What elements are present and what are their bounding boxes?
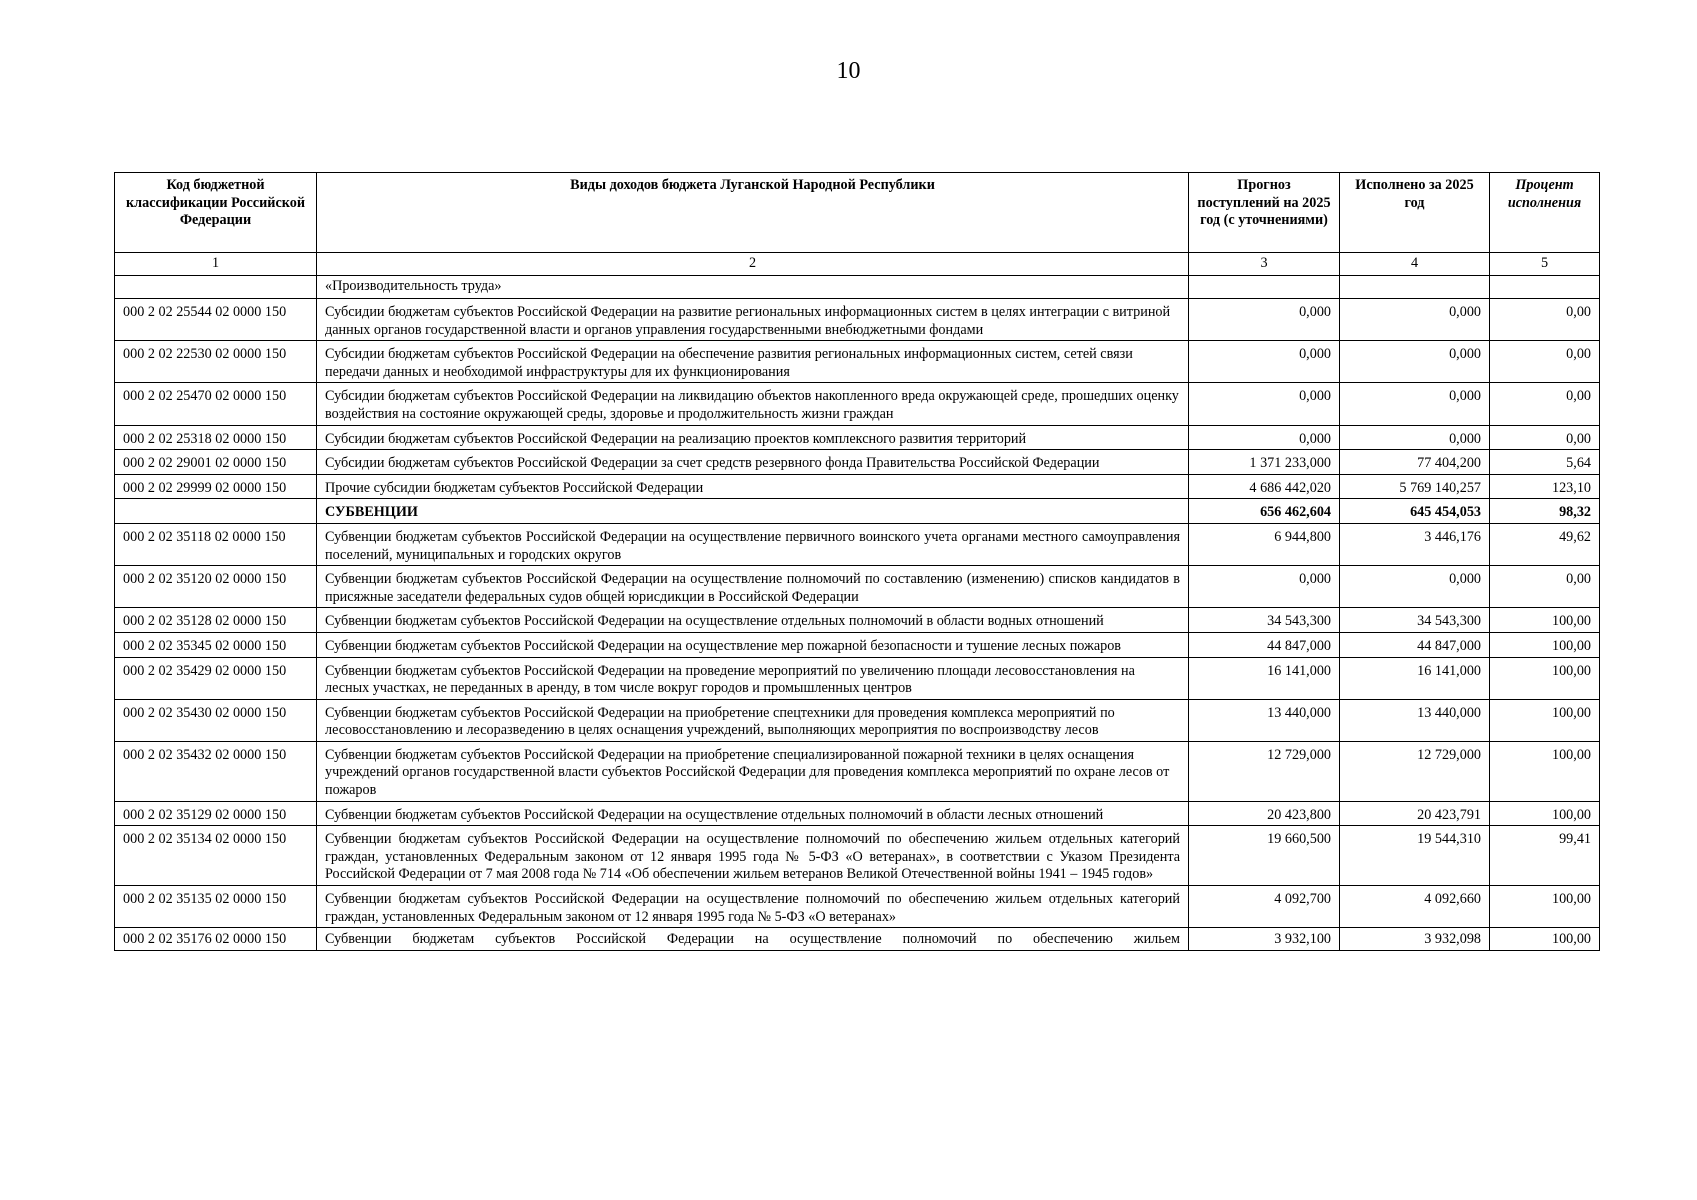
forecast-cell: 19 660,500 (1189, 826, 1340, 886)
percent-cell: 0,00 (1490, 383, 1600, 425)
executed-cell: 0,000 (1340, 566, 1490, 608)
table-row (115, 741, 1600, 801)
forecast-cell (1189, 276, 1340, 299)
table-row (115, 341, 1600, 383)
table-row (115, 383, 1600, 425)
executed-cell: 0,000 (1340, 299, 1490, 341)
revenue-name-cell: Субвенции бюджетам субъектов Российской Федерации на осуществление первичного воинского учета органами местного самоуправления поселений, муниципальных и городских округов (317, 523, 1189, 565)
percent-cell: 100,00 (1490, 741, 1600, 801)
revenue-name-cell: «Производительность труда» (317, 276, 1189, 299)
revenue-name-cell: Субсидии бюджетам субъектов Российской Федерации на ликвидацию объектов накопленного вреда окружающей среде, прошедших оценку воздействия на состояние окружающей среды, здоровье и продолжительность жизни граждан (317, 383, 1189, 425)
executed-cell: 77 404,200 (1340, 450, 1490, 475)
revenue-name-cell: Прочие субсидии бюджетам субъектов Российской Федерации (317, 474, 1189, 499)
page-number: 10 (836, 58, 861, 84)
percent-cell: 99,41 (1490, 826, 1600, 886)
percent-cell: 98,32 (1490, 499, 1600, 524)
table-row (115, 474, 1600, 499)
revenue-name-cell: Субсидии бюджетам субъектов Российской Федерации на обеспечение развития региональных информационных систем, сетей связи передачи данных и необходимой инфраструктуры для их функционирования (317, 341, 1189, 383)
executed-cell: 5 769 140,257 (1340, 474, 1490, 499)
percent-cell: 100,00 (1490, 657, 1600, 699)
column-number: 5 (1490, 253, 1600, 276)
table-row (115, 499, 1600, 524)
forecast-cell: 16 141,000 (1189, 657, 1340, 699)
budget-code-cell: 000 2 02 25544 02 0000 150 (115, 299, 317, 341)
revenue-name-cell: Субвенции бюджетам субъектов Российской Федерации на приобретение специализированной пожарной техники в целях оснащения учреждений органов государственной власти субъектов Российской Федерации для проведения комплекса мероприятий по охране лесов от пожаров (317, 741, 1189, 801)
budget-code-cell (115, 276, 317, 299)
percent-cell: 100,00 (1490, 801, 1600, 826)
column-number-row (115, 253, 1600, 276)
percent-cell: 5,64 (1490, 450, 1600, 475)
executed-cell: 4 092,660 (1340, 886, 1490, 928)
percent-cell: 123,10 (1490, 474, 1600, 499)
header-percent: Процент исполнения (1490, 173, 1600, 253)
header-executed: Исполнено за 2025 год (1340, 173, 1490, 253)
revenue-name-cell: Субвенции бюджетам субъектов Российской Федерации на осуществление мер пожарной безопасности и тушение лесных пожаров (317, 632, 1189, 657)
header-forecast: Прогноз поступлений на 2025 год (с уточнениями) (1189, 173, 1340, 253)
revenue-name-cell: Субвенции бюджетам субъектов Российской Федерации на осуществление полномочий по составлению (изменению) списков кандидатов в присяжные заседатели федеральных судов общей юрисдикции в Российской Федерации (317, 566, 1189, 608)
revenue-name-cell: Субсидии бюджетам субъектов Российской Федерации на развитие региональных информационных систем в целях интеграции с витриной данных органов государственной власти и органов управления государственными внебюджетными фондами (317, 299, 1189, 341)
budget-code-cell: 000 2 02 35429 02 0000 150 (115, 657, 317, 699)
budget-code-cell: 000 2 02 22530 02 0000 150 (115, 341, 317, 383)
forecast-cell: 0,000 (1189, 341, 1340, 383)
forecast-cell: 20 423,800 (1189, 801, 1340, 826)
clipped-cell-text: 3 932,100 (1274, 931, 1331, 948)
percent-cell: 0,00 (1490, 425, 1600, 450)
budget-code-cell (115, 928, 317, 951)
clipped-cell-text: 000 2 02 35176 02 0000 150 (123, 931, 287, 948)
column-number: 1 (115, 253, 317, 276)
forecast-cell: 656 462,604 (1189, 499, 1340, 524)
column-number: 4 (1340, 253, 1490, 276)
table-row (115, 608, 1600, 633)
forecast-cell: 0,000 (1189, 383, 1340, 425)
table-row (115, 450, 1600, 475)
table-row (115, 928, 1600, 951)
executed-cell: 44 847,000 (1340, 632, 1490, 657)
table-row (115, 566, 1600, 608)
revenue-name-cell: Субвенции бюджетам субъектов Российской Федерации на осуществление отдельных полномочий в области лесных отношений (317, 801, 1189, 826)
forecast-cell: 0,000 (1189, 299, 1340, 341)
executed-cell: 12 729,000 (1340, 741, 1490, 801)
budget-code-cell: 000 2 02 35120 02 0000 150 (115, 566, 317, 608)
revenue-name-cell: Субвенции бюджетам субъектов Российской Федерации на осуществление полномочий по обеспечению жильем отдельных категорий граждан, установленных Федеральным законом от 12 января 1995 года № 5-ФЗ «О ветеранах» (317, 886, 1189, 928)
revenue-name-cell (317, 928, 1189, 951)
percent-cell: 0,00 (1490, 566, 1600, 608)
executed-cell: 16 141,000 (1340, 657, 1490, 699)
percent-cell: 100,00 (1490, 608, 1600, 633)
budget-code-cell: 000 2 02 35129 02 0000 150 (115, 801, 317, 826)
table-row (115, 523, 1600, 565)
budget-code-cell: 000 2 02 35430 02 0000 150 (115, 699, 317, 741)
forecast-cell: 0,000 (1189, 425, 1340, 450)
executed-cell (1340, 928, 1490, 951)
executed-cell: 13 440,000 (1340, 699, 1490, 741)
header-revenue-type: Виды доходов бюджета Луганской Народной Республики (317, 173, 1189, 253)
column-number: 3 (1189, 253, 1340, 276)
budget-code-cell: 000 2 02 35134 02 0000 150 (115, 826, 317, 886)
forecast-cell: 4 092,700 (1189, 886, 1340, 928)
percent-cell: 0,00 (1490, 299, 1600, 341)
revenue-name-cell: Субвенции бюджетам субъектов Российской Федерации на приобретение спецтехники для проведения комплекса мероприятий по лесовосстановлению и лесоразведению в целях оснащения учреждений, выполняющих мероприятия по воспроизводству лесов (317, 699, 1189, 741)
revenue-name-cell: Субсидии бюджетам субъектов Российской Федерации на реализацию проектов комплексного развития территорий (317, 425, 1189, 450)
percent-cell: 100,00 (1490, 632, 1600, 657)
budget-code-cell: 000 2 02 35135 02 0000 150 (115, 886, 317, 928)
budget-code-cell: 000 2 02 25318 02 0000 150 (115, 425, 317, 450)
executed-cell: 0,000 (1340, 425, 1490, 450)
revenue-name-cell: Субсидии бюджетам субъектов Российской Федерации за счет средств резервного фонда Правительства Российской Федерации (317, 450, 1189, 475)
table-row (115, 801, 1600, 826)
budget-code-cell (115, 499, 317, 524)
forecast-cell: 34 543,300 (1189, 608, 1340, 633)
budget-code-cell: 000 2 02 35345 02 0000 150 (115, 632, 317, 657)
percent-cell: 100,00 (1490, 886, 1600, 928)
budget-code-cell: 000 2 02 25470 02 0000 150 (115, 383, 317, 425)
percent-cell (1490, 928, 1600, 951)
budget-code-cell: 000 2 02 29999 02 0000 150 (115, 474, 317, 499)
column-number: 2 (317, 253, 1189, 276)
revenue-name-cell: СУБВЕНЦИИ (317, 499, 1189, 524)
clipped-cell-text: 3 932,098 (1424, 931, 1481, 948)
table-row (115, 699, 1600, 741)
forecast-cell: 44 847,000 (1189, 632, 1340, 657)
budget-revenue-table (114, 172, 1600, 951)
budget-code-cell: 000 2 02 29001 02 0000 150 (115, 450, 317, 475)
forecast-cell: 4 686 442,020 (1189, 474, 1340, 499)
table-row (115, 425, 1600, 450)
budget-code-cell: 000 2 02 35118 02 0000 150 (115, 523, 317, 565)
table-row (115, 632, 1600, 657)
table-row (115, 886, 1600, 928)
forecast-cell: 0,000 (1189, 566, 1340, 608)
table-header-row (115, 173, 1600, 253)
clipped-cell-text: 100,00 (1551, 931, 1591, 948)
executed-cell: 19 544,310 (1340, 826, 1490, 886)
forecast-cell: 1 371 233,000 (1189, 450, 1340, 475)
executed-cell: 0,000 (1340, 383, 1490, 425)
revenue-name-cell: Субвенции бюджетам субъектов Российской Федерации на осуществление отдельных полномочий в области водных отношений (317, 608, 1189, 633)
executed-cell (1340, 276, 1490, 299)
percent-cell: 49,62 (1490, 523, 1600, 565)
forecast-cell: 13 440,000 (1189, 699, 1340, 741)
table-body (115, 276, 1600, 951)
revenue-name-cell: Субвенции бюджетам субъектов Российской Федерации на осуществление полномочий по обеспечению жильем отдельных категорий граждан, установленных Федеральным законом от 12 января 1995 года № 5-ФЗ «О ветеранах», в соответствии с Указом Президента Российской Федерации от 7 мая 2008 года № 714 «Об обеспечении жильем ветеранов Великой Отечественной войны 1941 – 1945 годов» (317, 826, 1189, 886)
executed-cell: 0,000 (1340, 341, 1490, 383)
continued-row (115, 276, 1600, 299)
table-row (115, 657, 1600, 699)
executed-cell: 34 543,300 (1340, 608, 1490, 633)
percent-cell (1490, 276, 1600, 299)
forecast-cell: 6 944,800 (1189, 523, 1340, 565)
percent-cell: 0,00 (1490, 341, 1600, 383)
executed-cell: 20 423,791 (1340, 801, 1490, 826)
forecast-cell (1189, 928, 1340, 951)
budget-code-cell: 000 2 02 35432 02 0000 150 (115, 741, 317, 801)
header-budget-code: Код бюджетной классификации Российской Федерации (115, 173, 317, 253)
table-row (115, 299, 1600, 341)
executed-cell: 645 454,053 (1340, 499, 1490, 524)
revenue-name-cell: Субвенции бюджетам субъектов Российской Федерации на проведение мероприятий по увеличению площади лесовосстановления на лесных участках, не переданных в аренду, в том числе вокруг городов и промышленных центров (317, 657, 1189, 699)
table-row (115, 826, 1600, 886)
percent-cell: 100,00 (1490, 699, 1600, 741)
executed-cell: 3 446,176 (1340, 523, 1490, 565)
budget-code-cell: 000 2 02 35128 02 0000 150 (115, 608, 317, 633)
forecast-cell: 12 729,000 (1189, 741, 1340, 801)
clipped-cell-text: Субвенции бюджетам субъектов Российской Федерации на осуществление полномочий по обеспечению жильем (325, 931, 1180, 948)
